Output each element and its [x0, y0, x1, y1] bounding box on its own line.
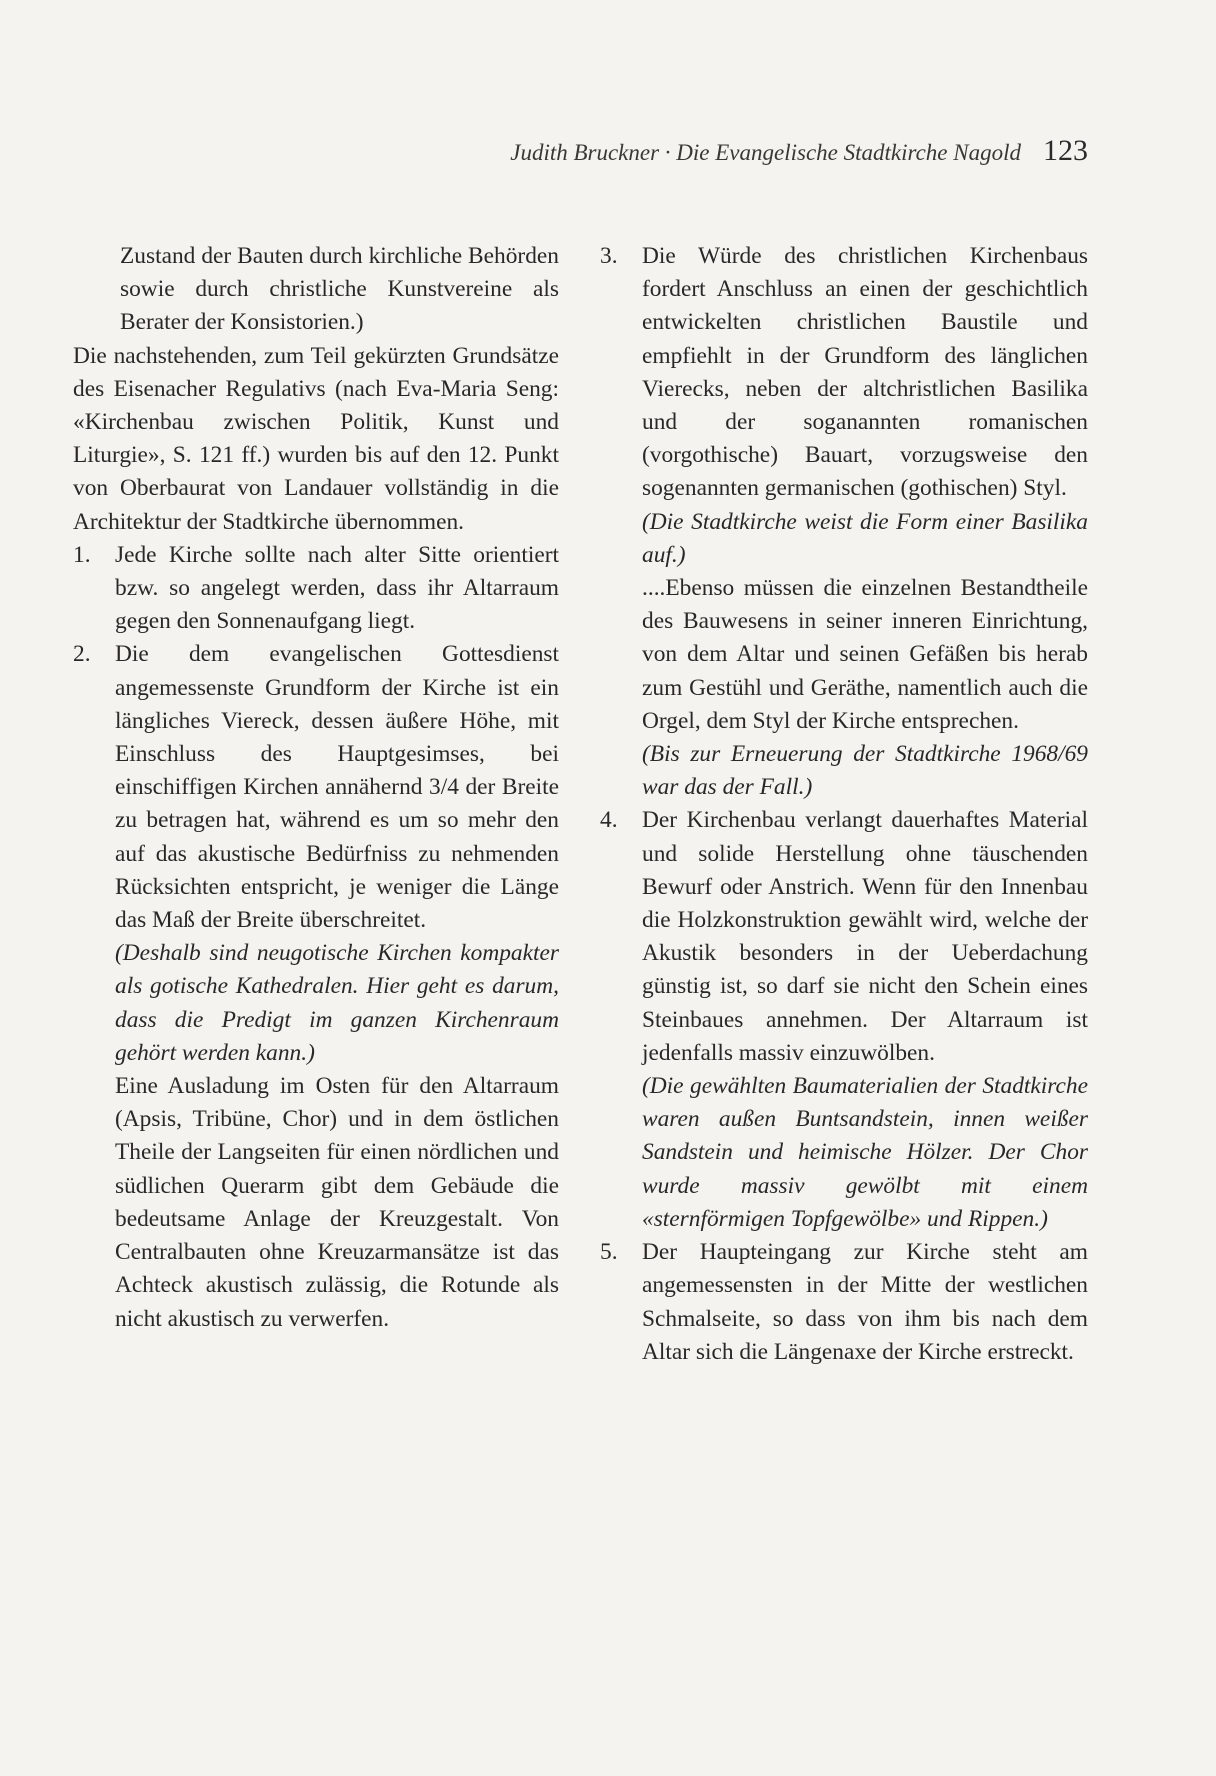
item-3-note-1: (Die Stadtkirche weist die Form einer Basilika auf.) — [642, 508, 1088, 568]
list-number: 2. — [73, 641, 91, 668]
item-4-note: (Die gewählten Baumaterialien der Stadtkirche waren außen Buntsandstein, innen weißer Sandstein und heimische Hölzer. Der Chor wurde massiv gewölbt mit einem «sternförmigen Topfgewölbe» und Rippen.) — [642, 1073, 1088, 1232]
item-2-continuation: Eine Ausladung im Osten für den Altarraum (Apsis, Tribüne, Chor) und in dem östlichen Theile der Langseiten für einen nördlichen und südlichen Querarm gibt dem Gebäude die bedeutsame Anlage der Kreuzgestalt. Von Centralbauten ohne Kreuzarmansätze ist das Achteck akustisch zulässig, die Rotunde als nicht akustisch zu verwerfen. — [115, 1073, 559, 1332]
list-item-text: Die Würde des christlichen Kirchenbaus fordert Anschluss an einen der geschichtlich entwickelten christlichen Baustile und empfiehlt in der Grundform des länglichen Vierecks, neben der altchristlichen Basilika und der soganannten romanischen (vorgothische) Bauart, vorzugsweise den sogenannten germanischen (gothischen) Styl. — [642, 243, 1088, 502]
right-column — [600, 240, 1088, 1369]
list-item-3 — [600, 240, 1088, 506]
list-number: 5. — [600, 1239, 618, 1266]
list-item-2 — [73, 638, 559, 937]
list-number: 4. — [600, 807, 618, 834]
continued-text: Zustand der Bauten durch kirchliche Behörden sowie durch christliche Kunstvereine als Berater der Konsistorien.) — [120, 243, 559, 336]
running-header — [0, 134, 1088, 168]
running-head: Judith Bruckner · Die Evangelische Stadtkirche Nagold — [510, 140, 1021, 165]
left-column — [73, 240, 559, 1336]
list-item-text: Jede Kirche sollte nach alter Sitte orientiert bzw. so angelegt werden, dass ihr Altarraum gegen den Sonnenaufgang liegt. — [115, 541, 559, 635]
list-item-5 — [600, 1236, 1088, 1369]
list-number: 1. — [73, 541, 91, 568]
item-3-continuation: ....Ebenso müssen die einzelnen Bestandtheile des Bauwesens in seiner inneren Einrichtung, von dem Altar und seinen Gefäßen bis herab zum Gestühl und Geräthe, namentlich auch die Orgel, dem Styl der Kirche entsprechen. — [642, 575, 1088, 734]
list-item-4 — [600, 804, 1088, 1070]
item-3-note-2: (Bis zur Erneuerung der Stadtkirche 1968/69 war das der Fall.) — [642, 741, 1088, 801]
intro-paragraph: Die nachstehenden, zum Teil gekürzten Grundsätze des Eisenacher Regulativs (nach Eva-Maria Seng: «Kirchenbau zwischen Politik, Kunst und Liturgie», S. 121 ff.) wurden bis auf den 12. Punkt von Oberbaurat von Landauer vollständig in die Architektur der Stadtkirche übernommen. — [73, 342, 559, 535]
list-item-text: Der Kirchenbau verlangt dauerhaftes Material und solide Herstellung ohne täuschenden Bewurf oder Anstrich. Wenn für den Innenbau die Holzkonstruktion gewählt wird, welche der Akustik besonders in der Ueberdachung günstig ist, so darf sie nicht den Schein eines Steinbaues annehmen. Der Altarraum ist jedenfalls massiv einzuwölben. — [642, 807, 1088, 1066]
page-number: 123 — [1043, 134, 1088, 167]
list-item-text: Die dem evangelischen Gottesdienst angemessenste Grundform der Kirche ist ein längliches Viereck, dessen äußere Höhe, mit Einschluss des Hauptgesimses, bei einschiffigen Kirchen annähernd 3/4 der Breite zu betragen hat, während es um so mehr den auf das akustische Bedürfniss zu nehmenden Rücksichten entspricht, je weniger die Länge das Maß der Breite überschreitet. — [115, 641, 559, 934]
item-2-note: (Deshalb sind neugotische Kirchen kompakter als gotische Kathedralen. Hier geht es darum, dass die Predigt im ganzen Kirchenraum gehört werden kann.) — [115, 940, 559, 1066]
list-item-1 — [73, 539, 559, 639]
list-item-text: Der Haupteingang zur Kirche steht am angemessensten in der Mitte der westlichen Schmalseite, so dass von ihm bis nach dem Altar sich die Längenaxe der Kirche erstreckt. — [642, 1239, 1088, 1365]
list-number: 3. — [600, 243, 618, 269]
